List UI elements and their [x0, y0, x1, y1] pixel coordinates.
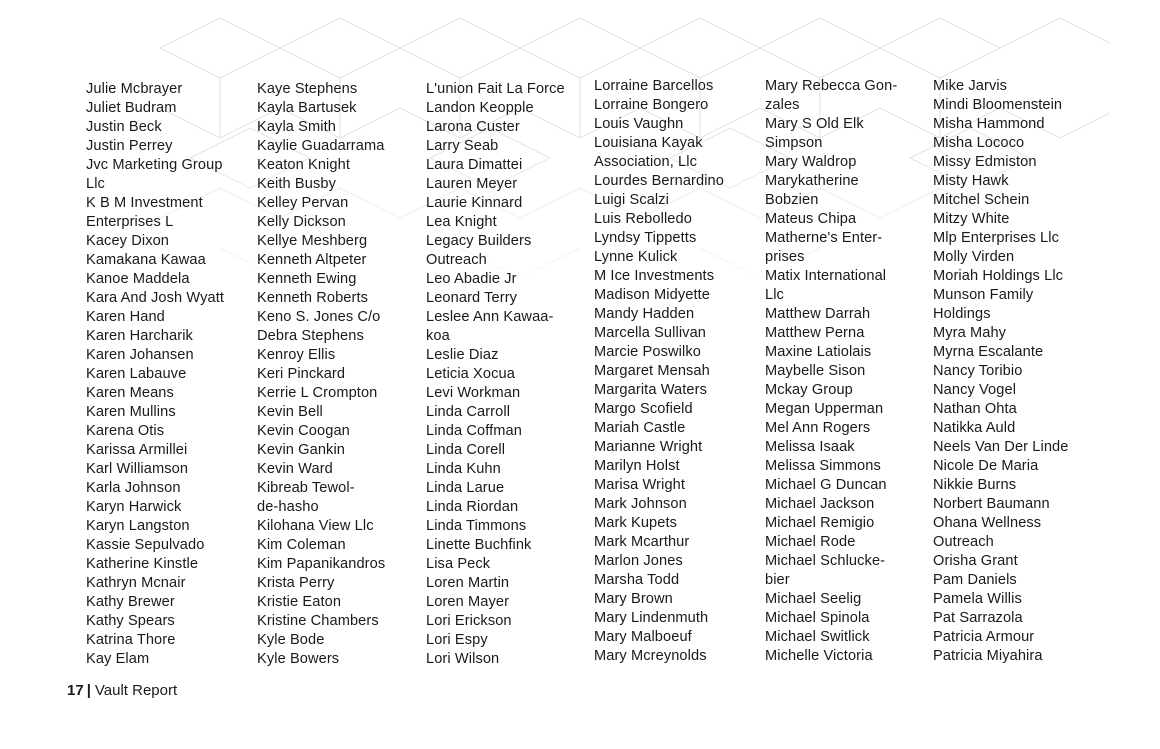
name-entry: Mitzy White — [933, 211, 1010, 227]
name-entry: Nicole De Maria — [933, 458, 1039, 474]
name-entry: Kara And Josh Wyatt — [86, 290, 225, 306]
name-entry: Kenroy Ellis — [257, 347, 336, 363]
name-entry: Linda Riordan — [426, 499, 519, 515]
name-entry: Ohana Wellness — [933, 515, 1042, 531]
name-entry: Bobzien — [765, 192, 819, 208]
name-entry: Lourdes Bernardino — [594, 173, 724, 189]
name-entry: Juliet Budram — [86, 100, 177, 116]
name-entry: Kim Papanikandros — [257, 556, 386, 572]
name-entry: Myra Mahy — [933, 325, 1007, 341]
name-entry: Misha Lococo — [933, 135, 1025, 151]
name-entry: Karen Johansen — [86, 347, 194, 363]
name-entry: Natikka Auld — [933, 420, 1016, 436]
name-entry: Linda Corell — [426, 442, 506, 458]
name-entry: Karyn Langston — [86, 518, 190, 534]
name-entry: Maxine Latiolais — [765, 344, 872, 360]
report-title: Vault Report — [94, 682, 178, 699]
name-entry: Michael G Duncan — [765, 477, 887, 493]
name-entry: Larona Custer — [426, 119, 520, 135]
name-entry: Pam Daniels — [933, 572, 1017, 588]
name-entry: Kaylie Guadarrama — [257, 138, 385, 154]
name-entry: Luis Rebolledo — [594, 211, 692, 227]
name-entry: Kevin Ward — [257, 461, 333, 477]
name-entry: Kathryn Mcnair — [86, 575, 186, 591]
name-entry: Katrina Thore — [86, 632, 176, 648]
name-entry: Margo Scofield — [594, 401, 693, 417]
name-entry: Marcie Poswilko — [594, 344, 701, 360]
name-entry: Misty Hawk — [933, 173, 1009, 189]
name-entry: Nikkie Burns — [933, 477, 1017, 493]
name-entry: Landon Keopple — [426, 100, 534, 116]
name-entry: Marsha Todd — [594, 572, 680, 588]
name-entry: Kay Elam — [86, 651, 150, 667]
name-entry: Mary Waldrop — [765, 154, 857, 170]
name-entry: Kayla Bartusek — [257, 100, 357, 116]
name-entry: Madison Midyette — [594, 287, 710, 303]
name-entry: Mindi Bloomenstein — [933, 97, 1063, 113]
footer-separator: | — [86, 682, 91, 699]
name-entry: Llc — [765, 287, 784, 303]
name-column-3 — [426, 80, 565, 669]
name-column-6 — [933, 77, 1068, 666]
name-entry: Karen Means — [86, 385, 174, 401]
name-entry: Mlp Enterprises Llc — [933, 230, 1059, 246]
name-entry: Kenneth Roberts — [257, 290, 369, 306]
name-entry: Kathy Spears — [86, 613, 175, 629]
name-entry: Outreach — [426, 252, 487, 268]
name-entry: Marisa Wright — [594, 477, 686, 493]
name-entry: Krista Perry — [257, 575, 335, 591]
name-entry: Leo Abadie Jr — [426, 271, 517, 287]
name-entry: Louisiana Kayak — [594, 135, 703, 151]
name-entry: Mateus Chipa — [765, 211, 857, 227]
name-entry: Lyndsy Tippetts — [594, 230, 697, 246]
name-entry: Mark Johnson — [594, 496, 687, 512]
name-entry: Kayla Smith — [257, 119, 336, 135]
name-entry: Keri Pinckard — [257, 366, 346, 382]
name-entry: Leonard Terry — [426, 290, 518, 306]
name-entry: Mike Jarvis — [933, 78, 1008, 94]
name-entry: Matthew Perna — [765, 325, 865, 341]
name-entry: Orisha Grant — [933, 553, 1018, 569]
name-entry: Margarita Waters — [594, 382, 707, 398]
name-entry: Nathan Ohta — [933, 401, 1017, 417]
name-entry: Linda Timmons — [426, 518, 527, 534]
name-entry: Michael Spinola — [765, 610, 870, 626]
name-column-1 — [86, 80, 224, 669]
name-entry: Nancy Vogel — [933, 382, 1017, 398]
name-entry: Kim Coleman — [257, 537, 346, 553]
name-entry: Michael Rode — [765, 534, 856, 550]
name-entry: Marilyn Holst — [594, 458, 680, 474]
name-entry: Loren Mayer — [426, 594, 510, 610]
name-entry: Leslee Ann Kawaa- — [426, 309, 554, 325]
name-entry: Levi Workman — [426, 385, 521, 401]
name-entry: Lorraine Barcellos — [594, 78, 714, 94]
name-entry: Karen Mullins — [86, 404, 176, 420]
name-entry: Karen Hand — [86, 309, 165, 325]
name-entry: Association, Llc — [594, 154, 697, 170]
name-entry: Pamela Willis — [933, 591, 1022, 607]
name-entry: Linda Larue — [426, 480, 505, 496]
name-entry: Lea Knight — [426, 214, 497, 230]
name-entry: Michael Schlucke- — [765, 553, 886, 569]
name-entry: L'union Fait La Force — [426, 81, 565, 97]
name-entry: Keith Busby — [257, 176, 336, 192]
name-entry: Karla Johnson — [86, 480, 181, 496]
name-entry: Michael Remigio — [765, 515, 875, 531]
name-entry: zales — [765, 97, 800, 113]
name-entry: Kassie Sepulvado — [86, 537, 205, 553]
name-entry: Jvc Marketing Group — [86, 157, 223, 173]
name-entry: Lori Espy — [426, 632, 488, 648]
name-entry: Outreach — [933, 534, 994, 550]
name-entry: Karena Otis — [86, 423, 165, 439]
name-entry: Kibreab Tewol- — [257, 480, 355, 496]
name-entry: Kellye Meshberg — [257, 233, 368, 249]
name-entry: Matix International — [765, 268, 887, 284]
name-entry: Marykatherine — [765, 173, 859, 189]
name-entry: Myrna Escalante — [933, 344, 1044, 360]
name-entry: Patricia Armour — [933, 629, 1035, 645]
name-entry: Linda Coffman — [426, 423, 522, 439]
name-entry: Laurie Kinnard — [426, 195, 523, 211]
name-entry: Missy Edmiston — [933, 154, 1037, 170]
name-entry: Pat Sarrazola — [933, 610, 1023, 626]
name-entry: Marlon Jones — [594, 553, 683, 569]
name-entry: Mary Malboeuf — [594, 629, 692, 645]
name-entry: Linda Carroll — [426, 404, 511, 420]
name-entry: Mitchel Schein — [933, 192, 1030, 208]
name-entry: Neels Van Der Linde — [933, 439, 1069, 455]
page-footer — [67, 682, 177, 700]
name-entry: M Ice Investments — [594, 268, 715, 284]
name-entry: Mandy Hadden — [594, 306, 695, 322]
name-entry: Michelle Victoria — [765, 648, 873, 664]
name-entry: Kelley Pervan — [257, 195, 349, 211]
name-entry: Michael Switlick — [765, 629, 870, 645]
name-entry: Kerrie L Crompton — [257, 385, 378, 401]
name-entry: Mariah Castle — [594, 420, 686, 436]
name-entry: Luigi Scalzi — [594, 192, 670, 208]
name-entry: Kyle Bode — [257, 632, 325, 648]
name-entry: Kacey Dixon — [86, 233, 170, 249]
name-entry: Melissa Isaak — [765, 439, 855, 455]
name-entry: Marianne Wright — [594, 439, 703, 455]
name-entry: Kevin Coogan — [257, 423, 350, 439]
name-entry: Leslie Diaz — [426, 347, 499, 363]
name-entry: Patricia Miyahira — [933, 648, 1043, 664]
name-entry: Mark Kupets — [594, 515, 678, 531]
name-entry: koa — [426, 328, 450, 344]
name-entry: Matthew Darrah — [765, 306, 871, 322]
name-entry: Kilohana View Llc — [257, 518, 374, 534]
name-entry: Mary Brown — [594, 591, 673, 607]
name-entry: Kristie Eaton — [257, 594, 342, 610]
name-entry: Keaton Knight — [257, 157, 350, 173]
name-entry: Kenneth Altpeter — [257, 252, 367, 268]
name-entry: Kathy Brewer — [86, 594, 175, 610]
name-entry: Enterprises L — [86, 214, 174, 230]
name-column-4 — [594, 77, 724, 666]
name-entry: Lori Wilson — [426, 651, 500, 667]
name-column-2 — [257, 80, 385, 669]
name-entry: Lynne Kulick — [594, 249, 678, 265]
name-entry: Kenneth Ewing — [257, 271, 357, 287]
name-entry: Larry Seab — [426, 138, 499, 154]
name-entry: Mary Rebecca Gon- — [765, 78, 898, 94]
name-entry: Norbert Baumann — [933, 496, 1050, 512]
name-entry: Julie Mcbrayer — [86, 81, 183, 97]
name-entry: Justin Beck — [86, 119, 162, 135]
name-entry: Mckay Group — [765, 382, 853, 398]
name-entry: Loren Martin — [426, 575, 510, 591]
name-entry: Kevin Bell — [257, 404, 323, 420]
name-entry: Linda Kuhn — [426, 461, 501, 477]
name-entry: Kanoe Maddela — [86, 271, 190, 287]
name-entry: Katherine Kinstle — [86, 556, 199, 572]
name-entry: K B M Investment — [86, 195, 203, 211]
name-entry: Lisa Peck — [426, 556, 491, 572]
name-entry: Leticia Xocua — [426, 366, 515, 382]
name-entry: Margaret Mensah — [594, 363, 710, 379]
name-entry: Mark Mcarthur — [594, 534, 690, 550]
name-entry: Melissa Simmons — [765, 458, 881, 474]
name-entry: de-hasho — [257, 499, 319, 515]
name-entry: Keno S. Jones C/o — [257, 309, 381, 325]
page-number: 17 — [67, 682, 84, 699]
name-entry: Mary Mcreynolds — [594, 648, 707, 664]
name-entry: Laura Dimattei — [426, 157, 523, 173]
name-entry: Karen Labauve — [86, 366, 187, 382]
name-entry: Llc — [86, 176, 105, 192]
name-entry: Kevin Gankin — [257, 442, 345, 458]
name-entry: Karissa Armillei — [86, 442, 188, 458]
name-entry: Linette Buchfink — [426, 537, 532, 553]
name-entry: Matherne's Enter- — [765, 230, 883, 246]
name-entry: Mel Ann Rogers — [765, 420, 871, 436]
name-entry: Maybelle Sison — [765, 363, 866, 379]
name-entry: Misha Hammond — [933, 116, 1045, 132]
name-entry: Karyn Harwick — [86, 499, 182, 515]
name-entry: Molly Virden — [933, 249, 1015, 265]
name-entry: Karen Harcharik — [86, 328, 193, 344]
name-entry: Debra Stephens — [257, 328, 364, 344]
name-entry: Munson Family — [933, 287, 1034, 303]
name-entry: prises — [765, 249, 805, 265]
name-entry: Kyle Bowers — [257, 651, 340, 667]
name-entry: Megan Upperman — [765, 401, 884, 417]
name-entry: Kristine Chambers — [257, 613, 379, 629]
name-entry: Lauren Meyer — [426, 176, 518, 192]
name-entry: Kelly Dickson — [257, 214, 346, 230]
name-entry: Louis Vaughn — [594, 116, 684, 132]
name-entry: Michael Seelig — [765, 591, 862, 607]
name-entry: Lori Erickson — [426, 613, 512, 629]
name-entry: Mary Lindenmuth — [594, 610, 709, 626]
name-entry: Mary S Old Elk — [765, 116, 864, 132]
name-entry: Moriah Holdings Llc — [933, 268, 1064, 284]
name-entry: Holdings — [933, 306, 991, 322]
name-entry: Michael Jackson — [765, 496, 875, 512]
name-entry: Kaye Stephens — [257, 81, 358, 97]
name-entry: bier — [765, 572, 790, 588]
name-entry: Marcella Sullivan — [594, 325, 707, 341]
name-entry: Lorraine Bongero — [594, 97, 709, 113]
name-entry: Justin Perrey — [86, 138, 173, 154]
name-column-5 — [765, 77, 897, 666]
name-entry: Karl Williamson — [86, 461, 189, 477]
name-entry: Nancy Toribio — [933, 363, 1023, 379]
name-entry: Legacy Builders — [426, 233, 532, 249]
name-entry: Simpson — [765, 135, 823, 151]
name-entry: Kamakana Kawaa — [86, 252, 206, 268]
